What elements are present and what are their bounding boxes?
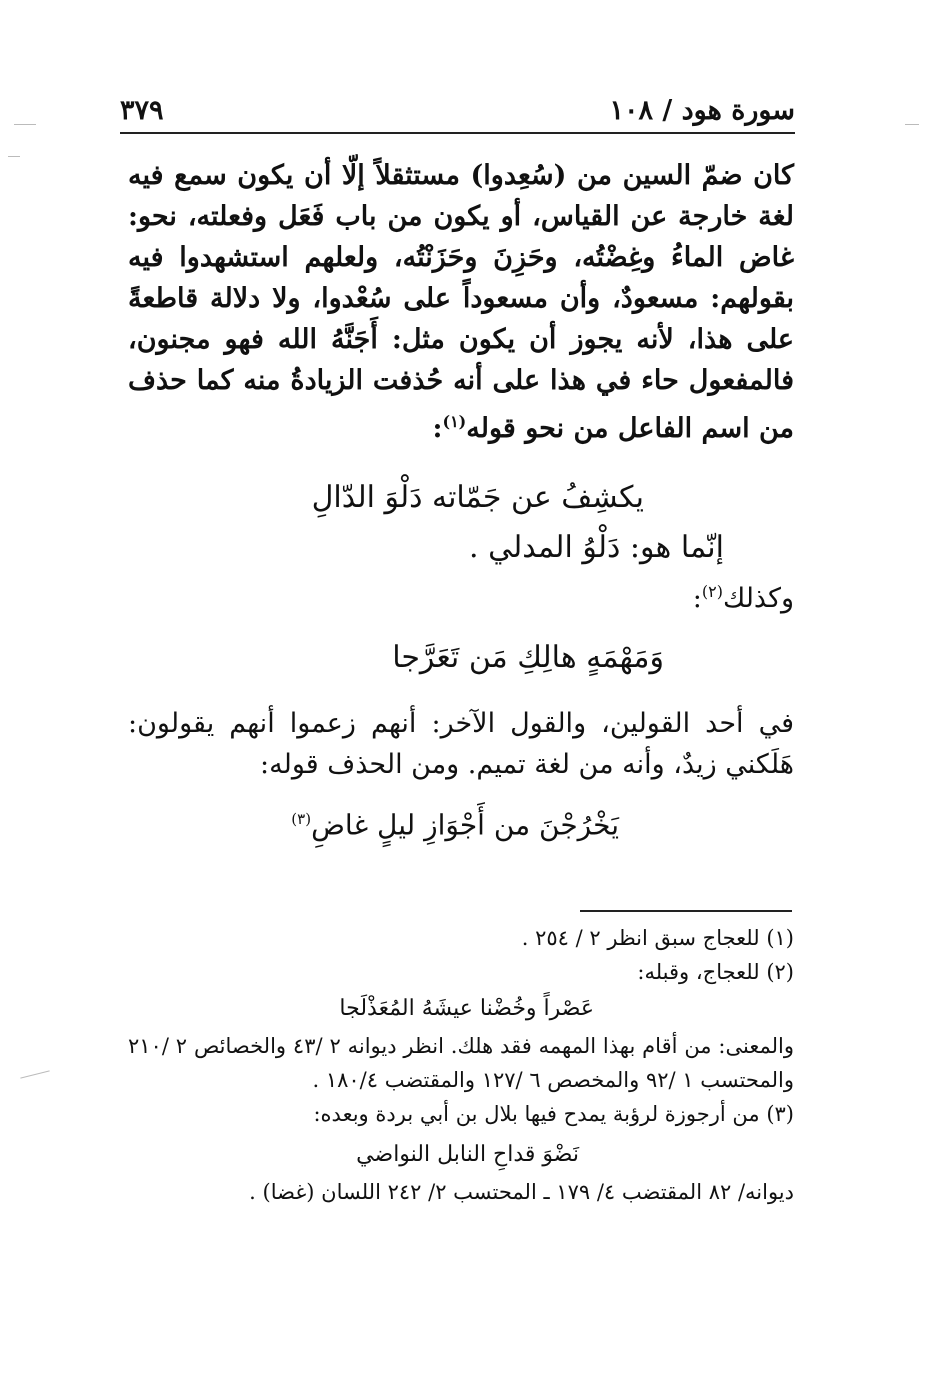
verse-line: يكشِفُ عن جَمّاته دَلْوَ الدّالِ (311, 480, 644, 515)
footnote-separator (580, 910, 792, 912)
scan-margin-mark (905, 124, 919, 125)
footnote-text: ديوانه/ ٨٢ المقتضب ٤/ ١٧٩ ـ المحتسب ٢/ ٢٤٢ اللسان (غضا) . (249, 1180, 794, 1204)
verse-line: وَمَهْمَهٍ هالِكِ مَن تَعَرَّجا (392, 640, 664, 675)
verse-line: إنّما هو: دَلْوُ المدلي . (469, 530, 724, 565)
footnote-verse: نَضْوَ قداحِ النابل النواضي (356, 1142, 579, 1167)
verse-line (128, 795, 619, 849)
scan-margin-mark (14, 124, 36, 125)
footnote-text: والمعنى: من أقام بهذا المهمه فقد هلك. انظر ديوانه ٢ /٤٣ والخصائص ٢ /٢١٠ والمحتسب ١ /٩٢ والمخصص ٦ /١٢٧ والمقتضب ١٨٠/٤ . (128, 1034, 794, 1092)
surah-title: سورة هود / ١٠٨ (609, 95, 795, 126)
punctuation: : (432, 413, 443, 444)
verse-text: يَخْرُجْنَ من أَجْوَازِ ليلٍ غاضِ (311, 808, 619, 842)
scan-margin-mark (20, 1070, 49, 1078)
footnote: (٢) للعجاج، وقبله: (637, 960, 794, 984)
running-header (120, 82, 795, 134)
scan-margin-mark (8, 156, 20, 157)
paragraph (128, 571, 794, 619)
footnotes (128, 921, 794, 1209)
main-text (128, 155, 794, 849)
footnote: (١) للعجاج سبق انظر ٢ / ٢٥٤ . (521, 926, 794, 950)
page-number: ٣٧٩ (120, 95, 164, 126)
paragraph (128, 155, 794, 449)
footnote: (٣) من أرجوزة لرؤبة يمدح فيها بلال بن أبي بردة وبعده: (313, 1102, 794, 1126)
paragraph: في أحد القولين، والقول الآخر: أنهم زعموا أنهم يقولون: هَلَكني زيدٌ، وأنه من لغة تميم. ومن الحذف قوله: (128, 708, 794, 780)
paragraph-text: كان ضمّ السين من (سُعِدوا) مستثقلاً إلّا أن يكون سمع فيه لغة خارجة عن القياس، أو يكون من باب فَعَل وفعلته، نحو: غاض الماءُ وغِضْتُه، وحَزِنَ وحَزَنْتُه، ولعلهم استشهدوا فيه بقولهم: مسعودٌ، وأن مسعوداً على سُعْدوا، ولا دلالة قاطعةً على هذا، لأنه يجوز أن يكون مثل: أَجَنَّهُ الله فهو مجنون، فالمفعول حاء في هذا على أنه حُذفت الزيادةُ منه كما حذف من اسم الفاعل من نحو قوله (128, 160, 794, 444)
punctuation: : (692, 583, 702, 614)
footnote-ref: (٣) (291, 810, 312, 828)
paragraph-text: وكذلك (722, 583, 794, 614)
footnote-ref: (١) (442, 412, 467, 431)
footnote-ref: (٢) (701, 582, 723, 601)
footnote-verse: عَصْراً وخُضْنا عيشَهُ المُعَذْلَجا (339, 996, 594, 1021)
